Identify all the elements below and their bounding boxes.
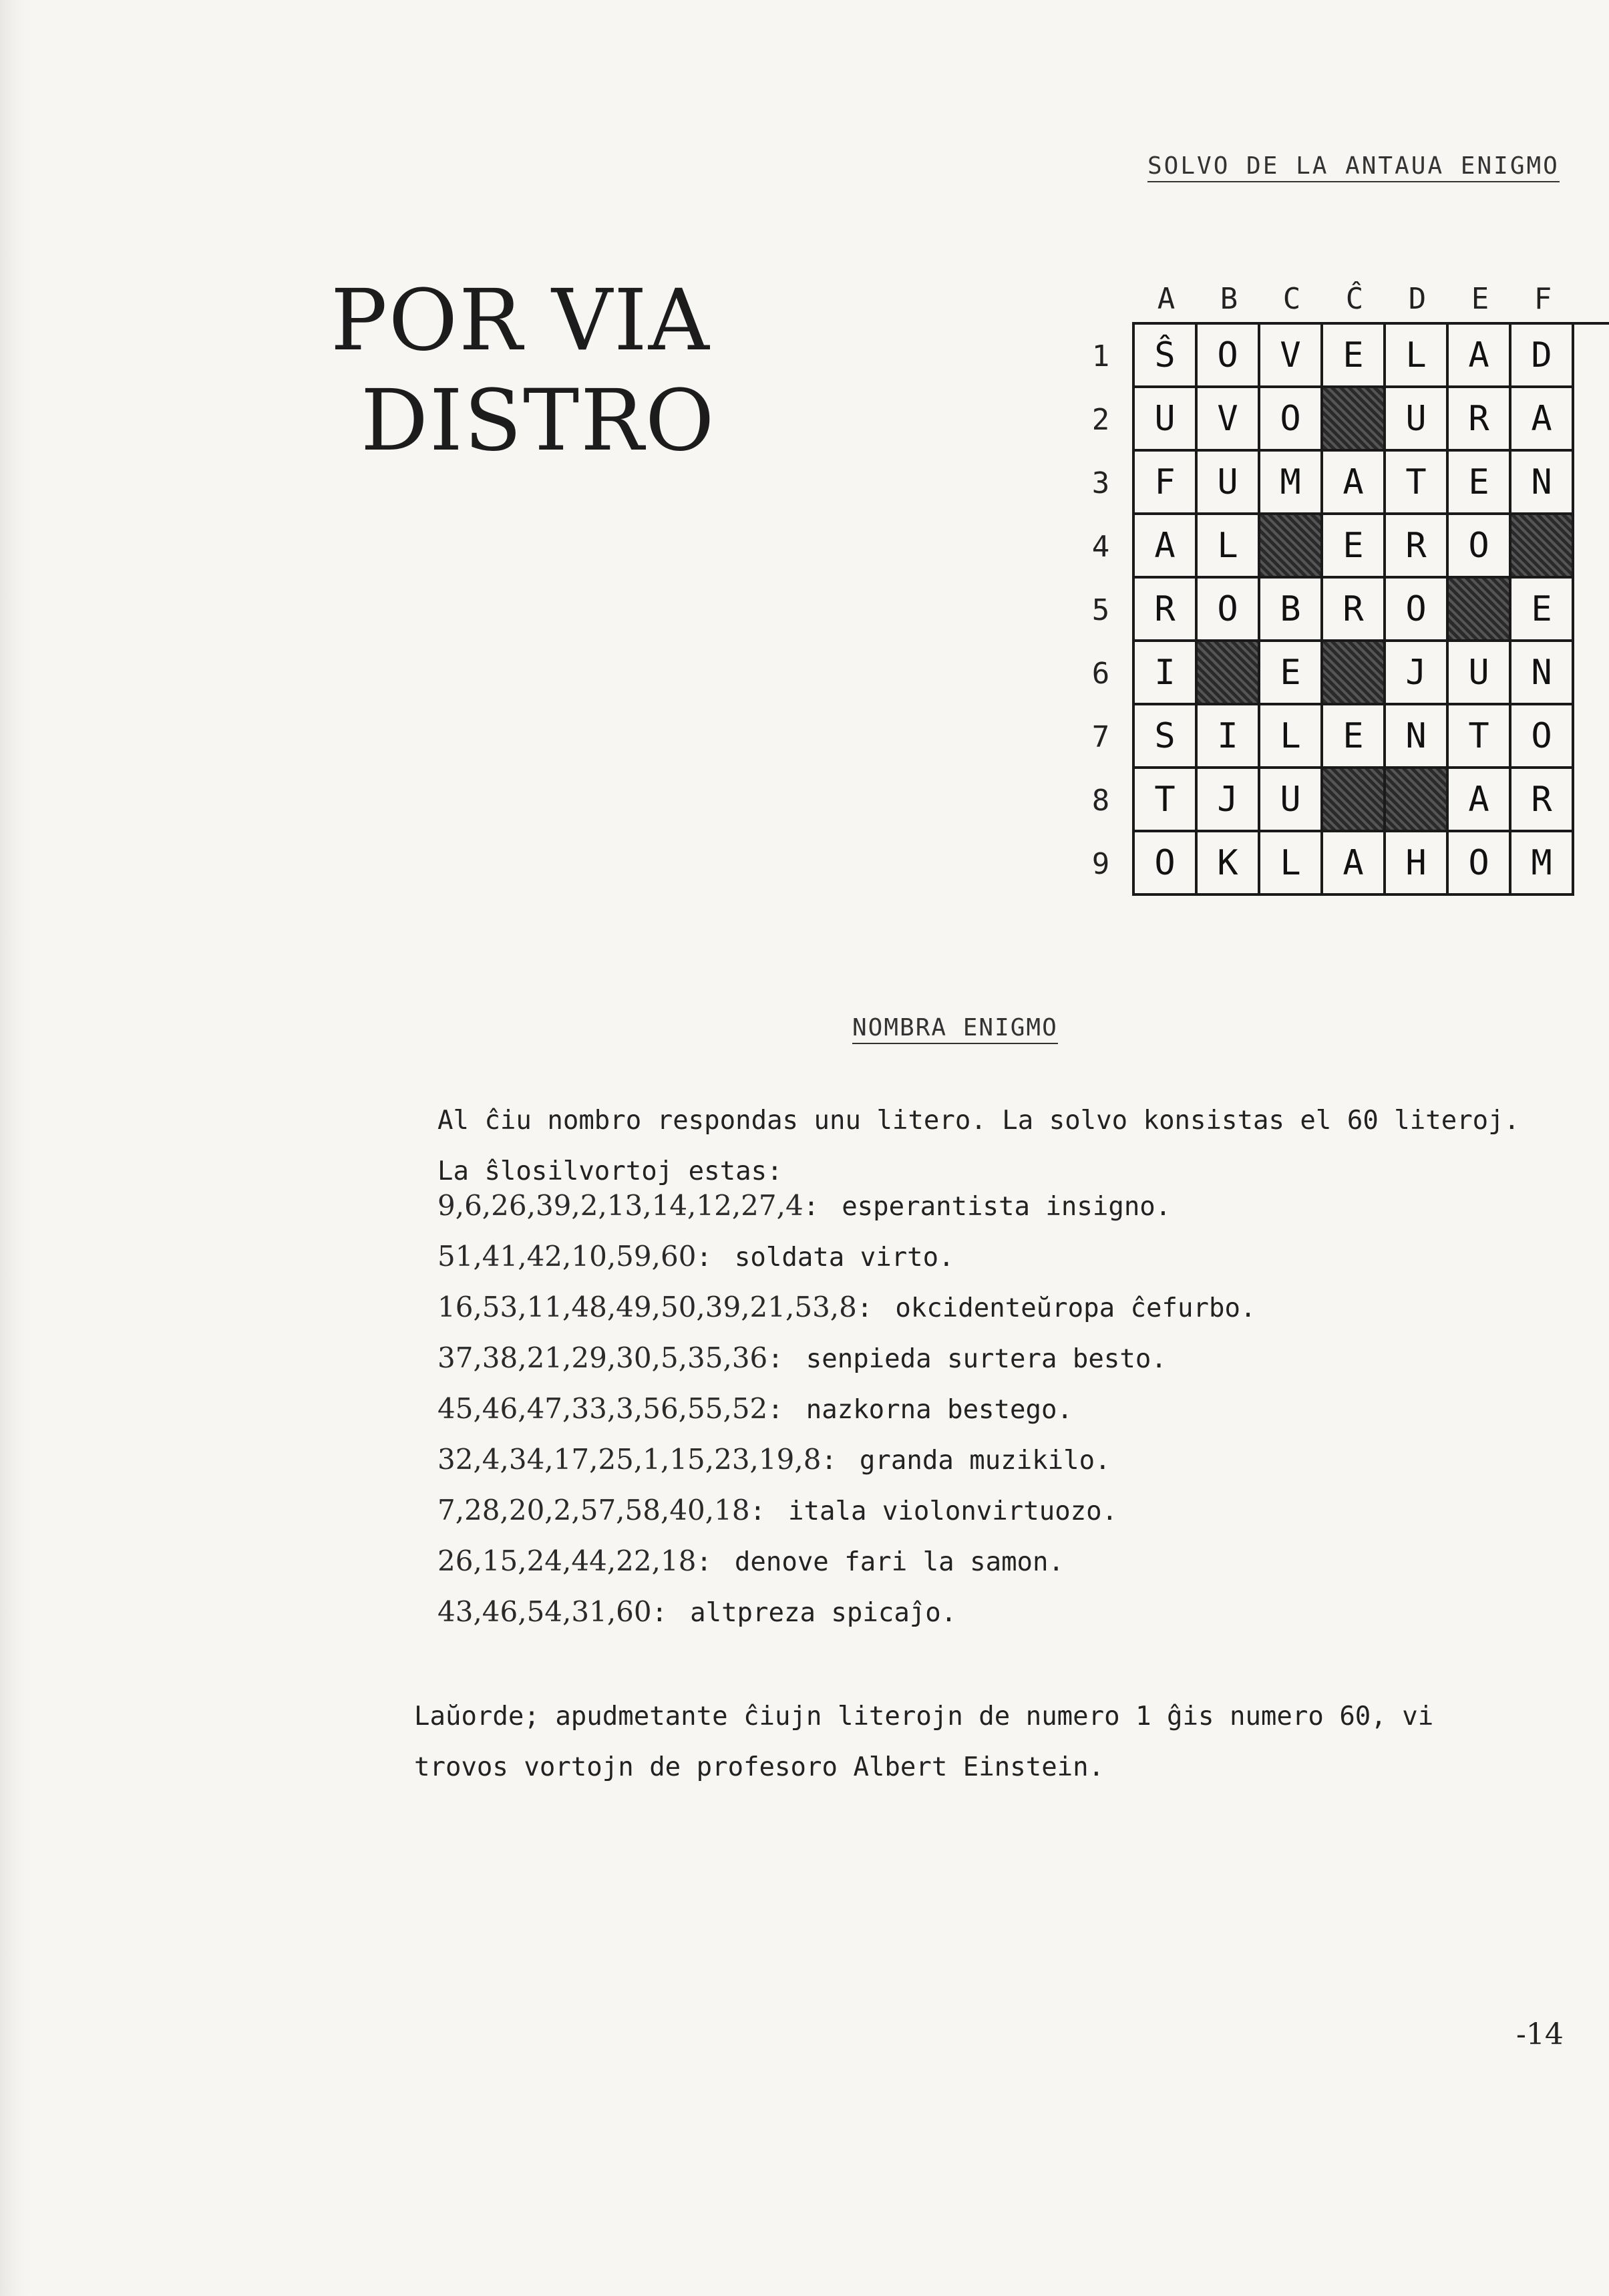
column-label: C xyxy=(1282,282,1301,316)
clue-numbers: 45,46,47,33,3,56,55,52 xyxy=(437,1392,768,1425)
letter-cell: R xyxy=(1323,579,1386,642)
clue-numbers: 16,53,11,48,49,50,39,21,53,8 xyxy=(437,1291,857,1323)
letter-cell: O xyxy=(1449,832,1511,896)
puzzle-intro xyxy=(437,1096,1519,1197)
crossword-grid xyxy=(1132,322,1609,896)
page-number: -14 xyxy=(1516,2017,1564,2052)
clue-item: 26,15,24,44,22,18 : denove fari la samon. xyxy=(437,1544,1064,1577)
letter-cell: J xyxy=(1198,769,1260,832)
letter-cell: E xyxy=(1511,579,1574,642)
letter-cell: L xyxy=(1198,515,1260,579)
letter-cell: I xyxy=(1198,705,1260,769)
clue-answer: altpreza spicaĵo. xyxy=(690,1598,957,1628)
row-label: 9 xyxy=(1091,847,1110,881)
letter-cell: M xyxy=(1260,452,1323,515)
clue-answer: soldata virto. xyxy=(734,1243,954,1273)
letter-cell: U xyxy=(1135,388,1198,452)
outro-line-1: Laŭorde; apudmetante ĉiujn literojn de numero 1 ĝis numero 60, vi xyxy=(414,1701,1434,1732)
clue-numbers: 7,28,20,2,57,58,40,18 xyxy=(437,1494,750,1526)
letter-cell: T xyxy=(1135,769,1198,832)
solution-heading: SOLVO DE LA ANTAUA ENIGMO xyxy=(1147,152,1560,182)
letter-cell: U xyxy=(1260,769,1323,832)
black-cell xyxy=(1449,579,1511,642)
clue-item: 45,46,47,33,3,56,55,52 : nazkorna bestego. xyxy=(437,1392,1073,1425)
letter-cell: O xyxy=(1386,579,1449,642)
puzzle-outro xyxy=(414,1691,1433,1793)
clue-numbers: 43,46,54,31,60 xyxy=(437,1595,652,1628)
clue-answer: denove fari la samon. xyxy=(734,1547,1064,1577)
letter-cell: L xyxy=(1260,705,1323,769)
black-cell xyxy=(1323,769,1386,832)
letter-cell: A xyxy=(1449,769,1511,832)
row-label: 1 xyxy=(1091,339,1110,373)
letter-cell: Ŝ xyxy=(1135,325,1198,388)
letter-cell: K xyxy=(1198,832,1260,896)
letter-cell: L xyxy=(1260,832,1323,896)
letter-cell: T xyxy=(1386,452,1449,515)
letter-cell: R xyxy=(1386,515,1449,579)
numbered-puzzle-heading: NOMBRA ENIGMO xyxy=(852,1014,1058,1044)
black-cell xyxy=(1386,769,1449,832)
black-cell xyxy=(1198,642,1260,705)
page-title xyxy=(331,271,715,471)
black-cell xyxy=(1260,515,1323,579)
clue-numbers: 37,38,21,29,30,5,35,36 xyxy=(437,1341,768,1374)
intro-line-2: La ŝlosilvortoj estas: xyxy=(437,1156,783,1186)
letter-cell: R xyxy=(1511,769,1574,832)
letter-cell: E xyxy=(1260,642,1323,705)
column-label: Ĉ xyxy=(1345,282,1364,316)
letter-cell: O xyxy=(1449,515,1511,579)
black-cell xyxy=(1323,642,1386,705)
letter-cell: M xyxy=(1511,832,1574,896)
letter-cell: T xyxy=(1449,705,1511,769)
clue-item: 16,53,11,48,49,50,39,21,53,8 : okcidenteŭropa ĉefurbo. xyxy=(437,1291,1256,1323)
letter-cell: D xyxy=(1511,325,1574,388)
row-label: 8 xyxy=(1091,784,1110,818)
letter-cell: E xyxy=(1449,452,1511,515)
column-label: D xyxy=(1408,282,1427,316)
letter-cell: O xyxy=(1511,705,1574,769)
letter-cell: A xyxy=(1511,388,1574,452)
clue-item: 32,4,34,17,25,1,15,23,19,8 : granda muzikilo. xyxy=(437,1443,1111,1476)
clue-item: 9,6,26,39,2,13,14,12,27,4 : esperantista insigno. xyxy=(437,1189,1172,1222)
letter-cell: V xyxy=(1260,325,1323,388)
clue-answer: esperantista insigno. xyxy=(842,1192,1172,1222)
letter-cell: A xyxy=(1449,325,1511,388)
letter-cell: H xyxy=(1386,832,1449,896)
row-label: 5 xyxy=(1091,593,1110,627)
letter-cell: S xyxy=(1135,705,1198,769)
clue-item: 51,41,42,10,59,60 : soldata virto. xyxy=(437,1240,954,1273)
letter-cell: O xyxy=(1260,388,1323,452)
letter-cell: J xyxy=(1386,642,1449,705)
letter-cell: F xyxy=(1135,452,1198,515)
clue-answer: okcidenteŭropa ĉefurbo. xyxy=(895,1293,1256,1323)
clue-numbers: 9,6,26,39,2,13,14,12,27,4 xyxy=(437,1189,803,1222)
letter-cell: L xyxy=(1386,325,1449,388)
clue-numbers: 26,15,24,44,22,18 xyxy=(437,1544,697,1577)
clue-answer: nazkorna bestego. xyxy=(806,1395,1073,1425)
letter-cell: A xyxy=(1323,452,1386,515)
letter-cell: A xyxy=(1135,515,1198,579)
title-line-2: DISTRO xyxy=(361,371,716,470)
letter-cell: E xyxy=(1323,325,1386,388)
column-label: F xyxy=(1534,282,1552,316)
letter-cell: A xyxy=(1323,832,1386,896)
title-line-1: POR VIA xyxy=(331,271,711,369)
clue-numbers: 51,41,42,10,59,60 xyxy=(437,1240,697,1273)
clue-answer: senpieda surtera besto. xyxy=(806,1344,1167,1374)
letter-cell: O xyxy=(1135,832,1198,896)
row-label: 4 xyxy=(1091,530,1110,564)
clue-item: 7,28,20,2,57,58,40,18 : itala violonvirtuozo. xyxy=(437,1494,1118,1526)
clue-list xyxy=(437,1189,1256,1646)
letter-cell: R xyxy=(1135,579,1198,642)
black-cell xyxy=(1511,515,1574,579)
letter-cell: E xyxy=(1323,515,1386,579)
letter-cell: U xyxy=(1386,388,1449,452)
row-label: 7 xyxy=(1091,720,1110,754)
letter-cell: E xyxy=(1323,705,1386,769)
letter-cell: N xyxy=(1386,705,1449,769)
clue-numbers: 32,4,34,17,25,1,15,23,19,8 xyxy=(437,1443,822,1476)
row-label: 3 xyxy=(1091,466,1110,500)
column-label: E xyxy=(1471,282,1489,316)
clue-answer: itala violonvirtuozo. xyxy=(788,1496,1118,1526)
letter-cell: N xyxy=(1511,642,1574,705)
black-cell xyxy=(1323,388,1386,452)
letter-cell: B xyxy=(1260,579,1323,642)
outro-line-2: trovos vortojn de profesoro Albert Einstein. xyxy=(414,1752,1105,1782)
clue-item: 37,38,21,29,30,5,35,36 : senpieda surtera besto. xyxy=(437,1341,1167,1374)
column-label: A xyxy=(1157,282,1176,316)
letter-cell: O xyxy=(1198,325,1260,388)
letter-cell: V xyxy=(1198,388,1260,452)
letter-cell: N xyxy=(1511,452,1574,515)
page-edge xyxy=(0,0,31,2296)
row-label: 6 xyxy=(1091,657,1110,691)
row-label: 2 xyxy=(1091,403,1110,437)
letter-cell: R xyxy=(1449,388,1511,452)
letter-cell: O xyxy=(1198,579,1260,642)
letter-cell: U xyxy=(1198,452,1260,515)
clue-answer: granda muzikilo. xyxy=(859,1446,1111,1476)
column-label: B xyxy=(1220,282,1238,316)
letter-cell: I xyxy=(1135,642,1198,705)
intro-line-1: Al ĉiu nombro respondas unu litero. La solvo konsistas el 60 literoj. xyxy=(437,1106,1520,1136)
clue-item: 43,46,54,31,60 : altpreza spicaĵo. xyxy=(437,1595,957,1628)
letter-cell: U xyxy=(1449,642,1511,705)
